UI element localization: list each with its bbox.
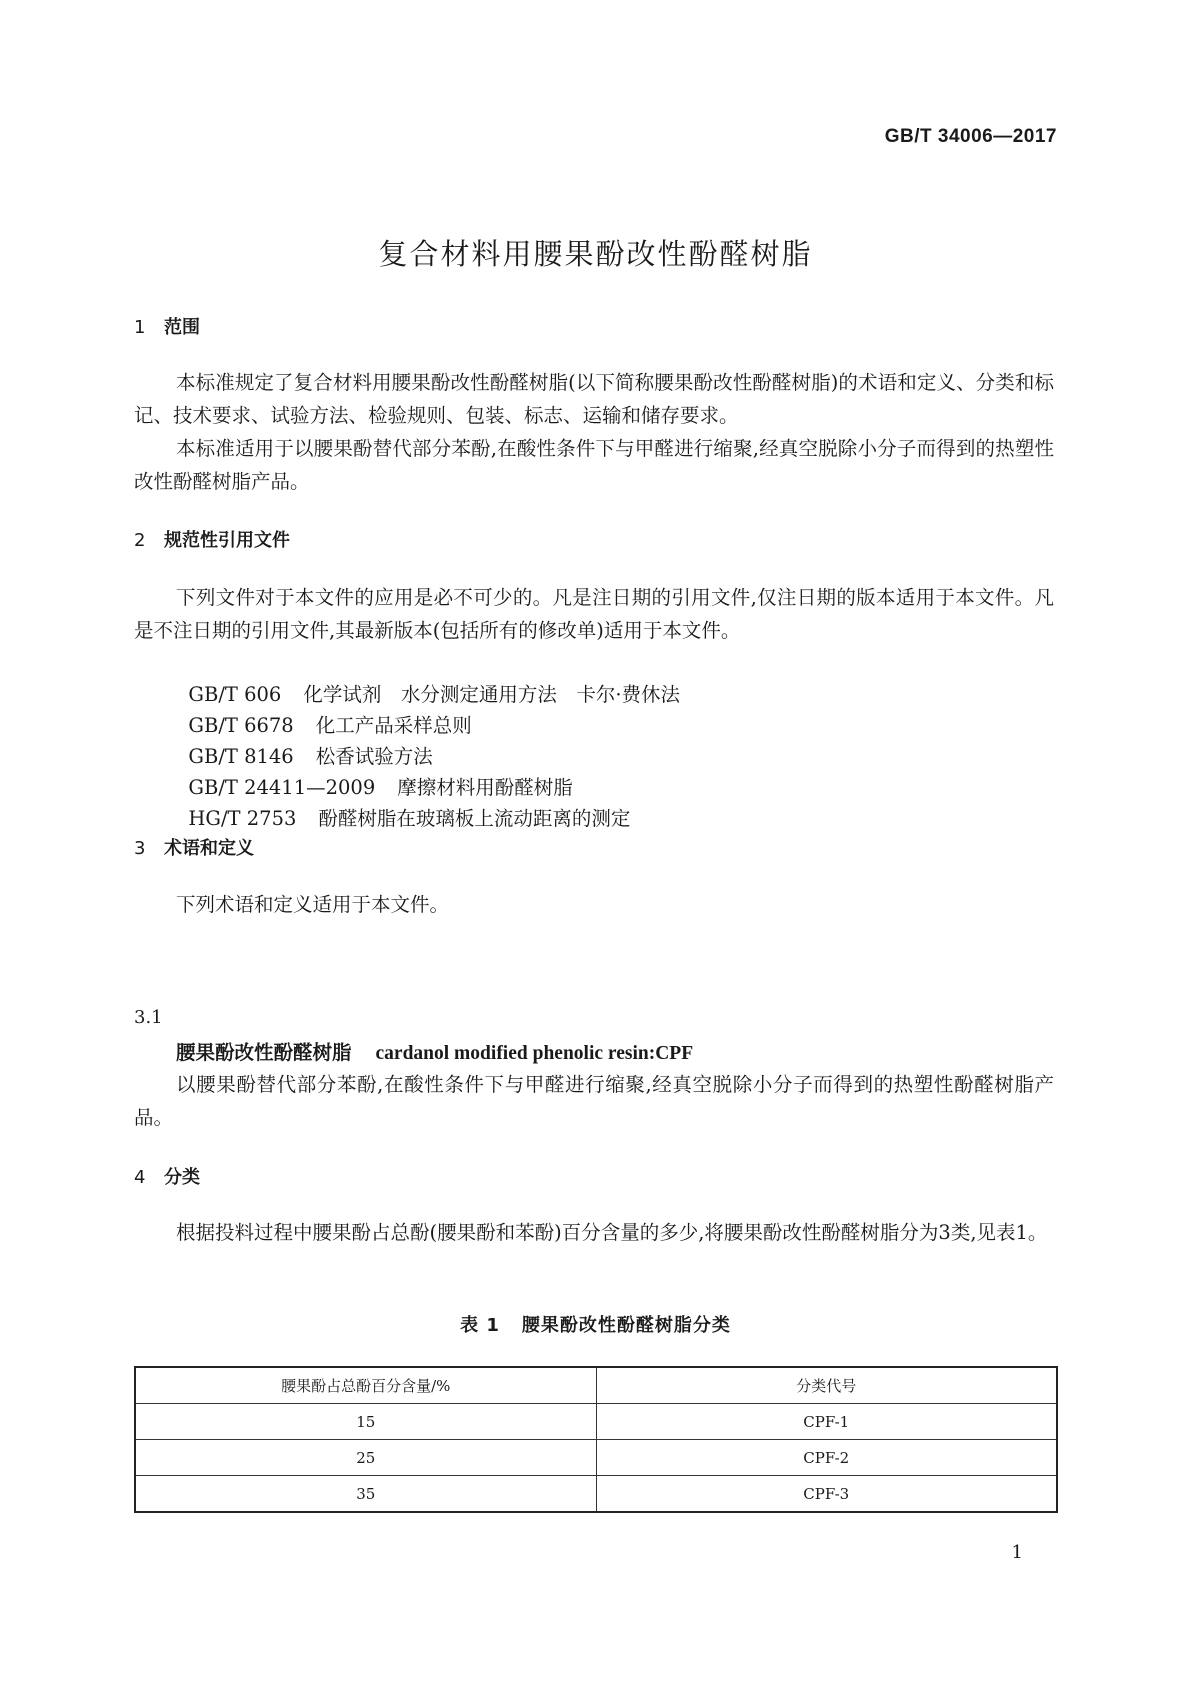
reference-title: 化工产品采样总则: [315, 714, 472, 737]
section-number: 3: [134, 838, 146, 859]
section-number: 2: [134, 530, 146, 551]
refs-intro-paragraph: 下列文件对于本文件的应用是必不可少的。凡是注日期的引用文件,仅注日期的版本适用于本文件。凡是不注日期的引用文件,其最新版本(包括所有的修改单)适用于本文件。: [134, 586, 1054, 642]
section-number: 1: [134, 317, 146, 338]
section-heading-classification: [134, 1163, 200, 1189]
table-cell: CPF-2: [596, 1440, 1057, 1476]
reference-title: 摩擦材料用酚醛树脂: [397, 776, 573, 799]
term-number: 3.1: [134, 1007, 163, 1028]
section-title: 术语和定义: [164, 838, 254, 859]
section-title: 范围: [164, 317, 200, 338]
reference-item: [176, 769, 630, 835]
section-title: 分类: [164, 1167, 200, 1188]
table-header-row: [135, 1367, 1057, 1404]
standard-number: GB/T 34006—2017: [884, 126, 1057, 147]
scope-paragraph-2: 本标准适用于以腰果酚替代部分苯酚,在酸性条件下与甲醛进行缩聚,经真空脱除小分子而得到的热塑性改性酚醛树脂产品。: [134, 437, 1054, 493]
table-caption-label: 表 1: [460, 1315, 500, 1336]
term-english: cardanol modified phenolic resin:CPF: [375, 1043, 694, 1064]
reference-code: GB/T 6678: [188, 714, 294, 737]
section-heading-normative-refs: [134, 526, 290, 552]
reference-title: 松香试验方法: [315, 745, 433, 768]
reference-code: HG/T 2753: [188, 807, 297, 830]
table-header-cell: 分类代号: [596, 1367, 1057, 1404]
reference-code: GB/T 24411—2009: [188, 776, 376, 799]
table-row: [135, 1440, 1057, 1476]
term-chinese: 腰果酚改性酚醛树脂: [176, 1041, 352, 1064]
term-definition: 以腰果酚替代部分苯酚,在酸性条件下与甲醛进行缩聚,经真空脱除小分子而得到的热塑性酚醛树脂产品。: [134, 1073, 1054, 1129]
reference-title: 酚醛树脂在玻璃板上流动距离的测定: [318, 807, 631, 830]
reference-code: GB/T 606: [188, 683, 282, 706]
document-title: 复合材料用腰果酚改性酚醛树脂: [378, 237, 813, 271]
table-cell: 15: [135, 1404, 596, 1440]
scope-paragraph-1: 本标准规定了复合材料用腰果酚改性酚醛树脂(以下简称腰果酚改性酚醛树脂)的术语和定义、分类和标记、技术要求、试验方法、检验规则、包装、标志、运输和储存要求。: [134, 371, 1054, 427]
section-title: 规范性引用文件: [164, 530, 290, 551]
section-heading-terms: [134, 834, 254, 860]
table-caption-title: 腰果酚改性酚醛树脂分类: [521, 1315, 731, 1336]
section-number: 4: [134, 1167, 146, 1188]
table-row: [135, 1404, 1057, 1440]
classification-paragraph: 根据投料过程中腰果酚占总酚(腰果酚和苯酚)百分含量的多少,将腰果酚改性酚醛树脂分为3类,见表1。: [176, 1221, 1048, 1244]
table-header-cell: 腰果酚占总酚百分含量/%: [135, 1367, 596, 1404]
reference-code: GB/T 8146: [188, 745, 294, 768]
table-cell: 35: [135, 1476, 596, 1513]
table-row: [135, 1476, 1057, 1513]
page-number: 1: [1011, 1542, 1023, 1563]
table-cell: CPF-1: [596, 1404, 1057, 1440]
table-caption: [0, 1311, 1191, 1337]
table-cell: 25: [135, 1440, 596, 1476]
term-entry: [176, 1036, 693, 1070]
table-cell: CPF-3: [596, 1476, 1057, 1513]
classification-table: [134, 1366, 1058, 1513]
terms-intro-paragraph: 下列术语和定义适用于本文件。: [176, 893, 450, 916]
section-heading-scope: [134, 313, 200, 339]
reference-title: 化学试剂 水分测定通用方法 卡尔·费休法: [303, 683, 681, 706]
